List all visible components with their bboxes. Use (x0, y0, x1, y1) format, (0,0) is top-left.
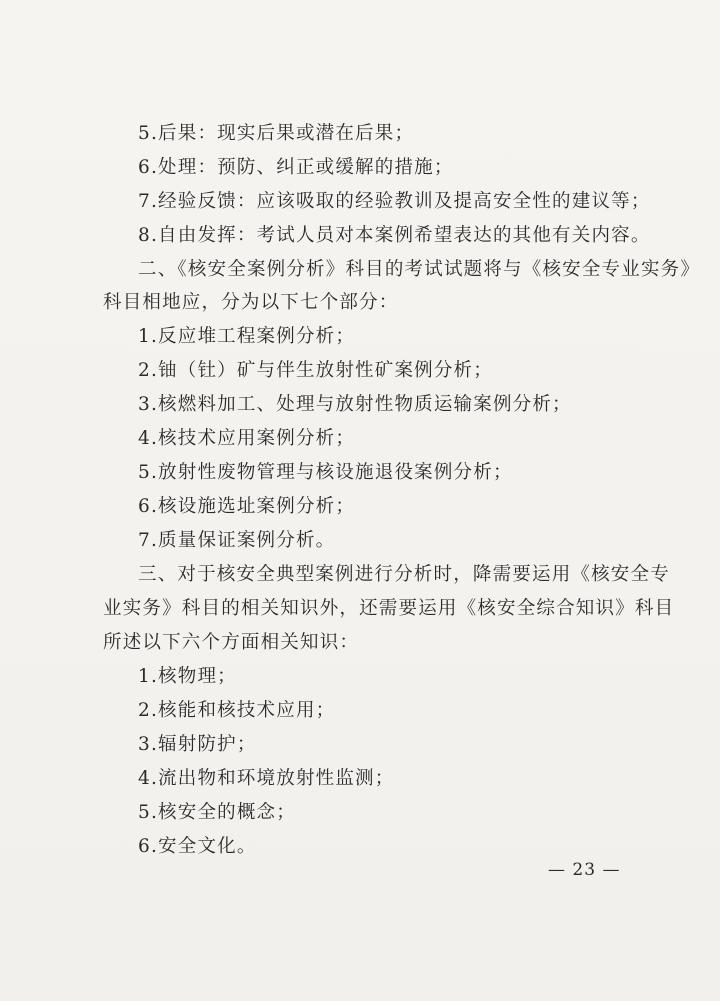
text-line: 7.经验反馈：应该吸取的经验教训及提高安全性的建议等； (138, 191, 651, 212)
list-item: 2.核能和核技术应用； (138, 700, 336, 721)
list-item: 6.安全文化。 (138, 836, 257, 857)
list-item: 2.铀（钍）矿与伴生放射性矿案例分析； (138, 360, 493, 381)
text-line: 5.后果：现实后果或潜在后果； (138, 123, 415, 144)
text-line: 业实务》科目的相关知识外，还需要运用《核安全综合知识》科目 (103, 598, 675, 619)
text-line: 科目相地应，分为以下七个部分： (103, 292, 399, 313)
list-item: 6.核设施选址案例分析； (138, 496, 356, 517)
list-item: 1.核物理； (138, 666, 237, 687)
list-item: 3.辐射防护； (138, 734, 257, 755)
list-item: 5.核安全的概念； (138, 802, 296, 823)
list-item: 4.核技术应用案例分析； (138, 428, 356, 449)
page-number: — 23 — (548, 860, 621, 880)
list-item: 7.质量保证案例分析。 (138, 530, 336, 551)
text-line: 所述以下六个方面相关知识： (103, 632, 360, 653)
section-heading-3: 三、对于核安全典型案例进行分析时，降需要运用《核安全专 (138, 564, 670, 585)
list-item: 5.放射性废物管理与核设施退役案例分析； (138, 462, 513, 483)
text-line: 6.处理：预防、纠正或缓解的措施； (138, 157, 454, 178)
list-item: 1.反应堆工程案例分析； (138, 326, 356, 347)
section-heading-2: 二、《核安全案例分析》科目的考试试题将与《核安全专业实务》 (138, 259, 701, 280)
text-line: 8.自由发挥：考试人员对本案例希望表达的其他有关内容。 (138, 225, 651, 246)
list-item: 3.核燃料加工、处理与放射性物质运输案例分析； (138, 394, 572, 415)
list-item: 4.流出物和环境放射性监测； (138, 768, 395, 789)
